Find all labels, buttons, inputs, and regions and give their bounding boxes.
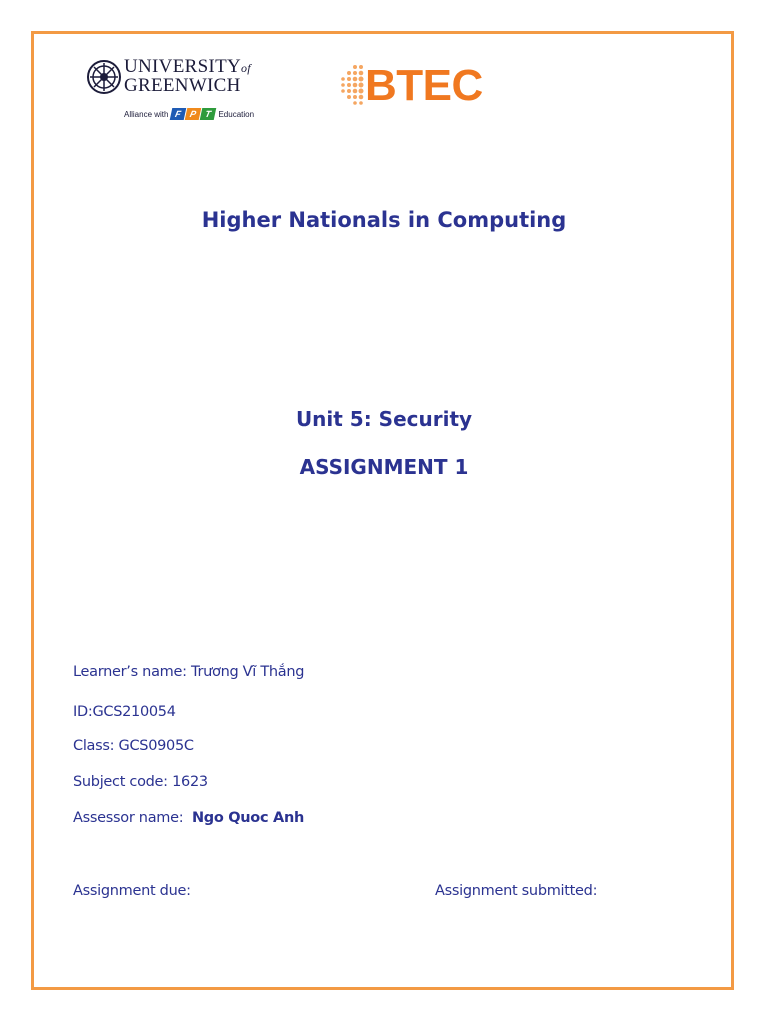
alliance-prefix: Alliance with xyxy=(124,109,169,119)
class-row xyxy=(73,738,194,754)
id-row xyxy=(73,704,176,720)
subject-code-row xyxy=(73,774,208,790)
assignment-title: ASSIGNMENT 1 xyxy=(299,455,469,479)
fpt-letter-p: P xyxy=(185,108,202,120)
assessor-name-row xyxy=(73,810,304,826)
learner-name-row xyxy=(73,664,304,680)
fpt-letter-f: F xyxy=(170,108,187,120)
btec-dots-icon xyxy=(335,62,369,106)
id-label: ID: xyxy=(73,704,93,720)
alliance-suffix: Education xyxy=(218,109,255,119)
fpt-letter-t: T xyxy=(200,108,217,120)
assignment-due-label: Assignment due: xyxy=(73,883,191,899)
greenwich-of: of xyxy=(241,61,251,75)
greenwich-crest-icon xyxy=(86,59,122,95)
assignment-submitted-label: Assignment submitted: xyxy=(435,883,598,899)
greenwich-line1: UNIVERSITY xyxy=(124,56,241,77)
subject-code-label: Subject code: xyxy=(73,774,168,790)
document-title: Higher Nationals in Computing xyxy=(201,208,567,232)
class-value: GCS0905C xyxy=(118,738,194,754)
assessor-name-value: Ngo Quoc Anh xyxy=(191,810,304,826)
btec-logo xyxy=(335,58,495,114)
btec-wordmark: BTEC xyxy=(365,61,483,110)
alliance-line xyxy=(124,108,254,120)
assessor-name-label: Assessor name: xyxy=(73,810,184,826)
learner-name-label: Learner’s name: xyxy=(73,664,187,680)
id-value: GCS210054 xyxy=(92,704,176,720)
unit-title: Unit 5: Security xyxy=(295,407,473,431)
greenwich-line2: GREENWICH xyxy=(124,75,241,96)
page-border xyxy=(31,31,734,990)
university-of-greenwich-logo xyxy=(78,55,268,135)
class-label: Class: xyxy=(73,738,115,754)
subject-code-value: 1623 xyxy=(172,774,208,790)
fpt-logo xyxy=(171,108,215,120)
learner-name-value: Trương Vĩ Thắng xyxy=(191,664,305,680)
